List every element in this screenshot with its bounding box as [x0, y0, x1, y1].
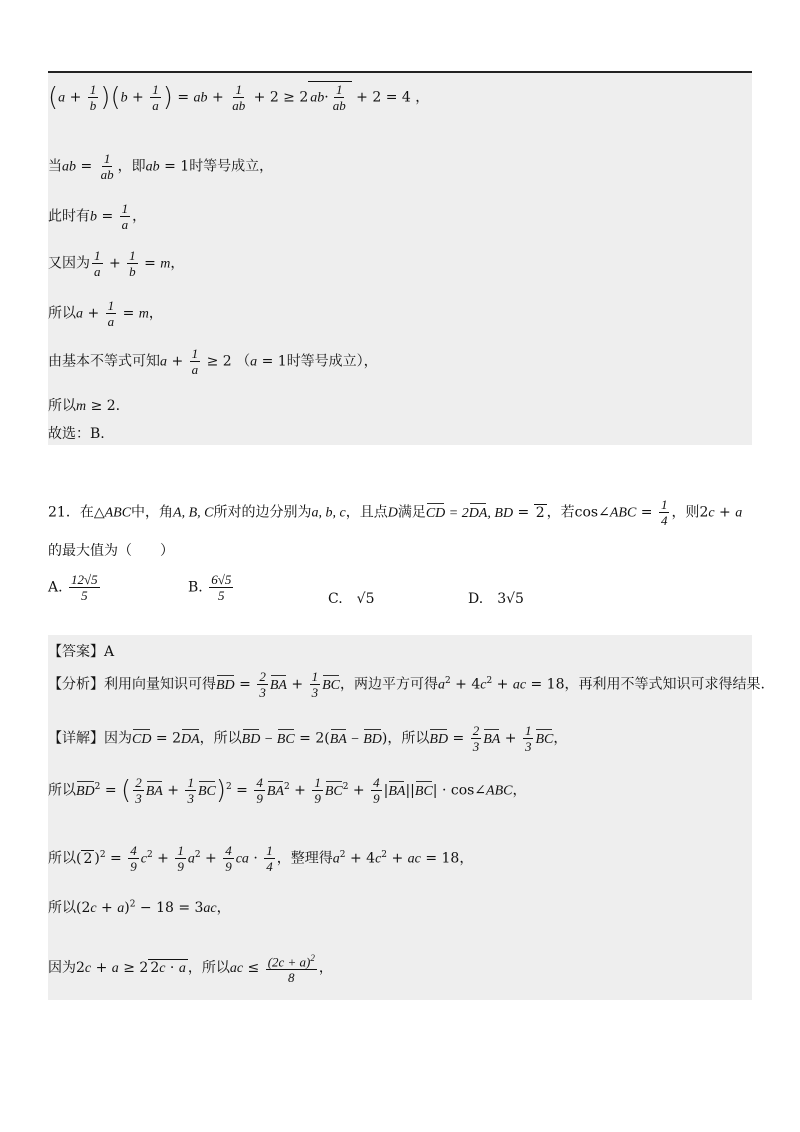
detail-line-4: 所以$(2c + a)^2 - 18 = 3ac$，	[48, 899, 231, 916]
option-c[interactable]: C. √5	[328, 591, 375, 607]
solution-line-6: 所以m ≥ 2.	[48, 398, 121, 414]
solution-panel	[48, 73, 752, 445]
detail-line-3: 所以( 2 )$^2$ = $\frac{4}{9}$ $c^2$ + $\frac{1}{9}$ $a^2$ + $\frac{4}{9}$ ca · $\frac{1}{4}$ ，整理得$a^2 + 4c^2$ + ac = 18，	[48, 843, 474, 874]
option-b[interactable]: B. $\frac{6√5}{5}$	[188, 572, 232, 603]
solution-line-2: 此时有b = $\frac{1}{a}$ ，	[48, 201, 147, 232]
analysis-line: 【分析】利用向量知识可得BD = $\frac{2}{3}$ BA + $\frac{1}{3}$ BC，两边平方可得$a^2 + 4c^2$ + ac = 18，再利用不等式知识可求得结果.	[48, 669, 765, 700]
choice-line: 故选：B.	[48, 426, 105, 442]
detail-line-5: 因为2c + a ≥ 2 2c · a ，所以ac ≤ $\frac{(2c + a)^2}{8}$ ，	[48, 953, 333, 986]
detail-line-2: 所以$BD^2$ = ( $\frac{2}{3}$ BA + $\frac{1}{3}$ BC)$^2$ = $\frac{4}{9}$ $BA^2$ + $\frac{1}{9}$ $BC^2$ + $\frac{4}{9}$ |BA||BC| · cos∠ABC，	[48, 775, 527, 806]
solution-line-4: 所以a + $\frac{1}{a}$ = m，	[48, 298, 163, 329]
formula-line: (a + $\frac{1}{b}$ )(b + $\frac{1}{a}$ ) = ab + $\frac{1}{ab}$ + 2 ≥ 2 ab· $\frac{1}{ab}$ + 2 = 4 ，	[48, 82, 430, 113]
answer-line: 【答案】A	[48, 644, 115, 660]
solution-line-5: 由基本不等式可知a + $\frac{1}{a}$ ≥ 2 （a = 1时等号成立），	[48, 346, 378, 377]
answer-panel	[48, 635, 765, 1000]
question-21-line-1: 21．在△ABC中，角A, B, C所对的边分别为a, b, c，且点D满足CD = 2DA, BD = 2 ，若cos∠ABC = $\frac{1}{4}$ ，则2c + a	[48, 497, 743, 528]
question-21-line-2: 的最大值为（ ）	[48, 543, 174, 559]
option-a[interactable]: A. $\frac{12√5}{5}$	[48, 572, 98, 603]
detail-line-1: 【详解】因为CD = 2DA，所以BD − BC = 2(BA − BD)，所以BD = $\frac{2}{3}$ BA + $\frac{1}{3}$ BC，	[48, 723, 568, 754]
option-d[interactable]: D. 3√5	[468, 591, 524, 607]
solution-line-3: 又因为 $\frac{1}{a}$ + $\frac{1}{b}$ = m，	[48, 248, 185, 279]
solution-line-1: 当ab = $\frac{1}{ab}$ ，即ab = 1时等号成立，	[48, 151, 274, 182]
